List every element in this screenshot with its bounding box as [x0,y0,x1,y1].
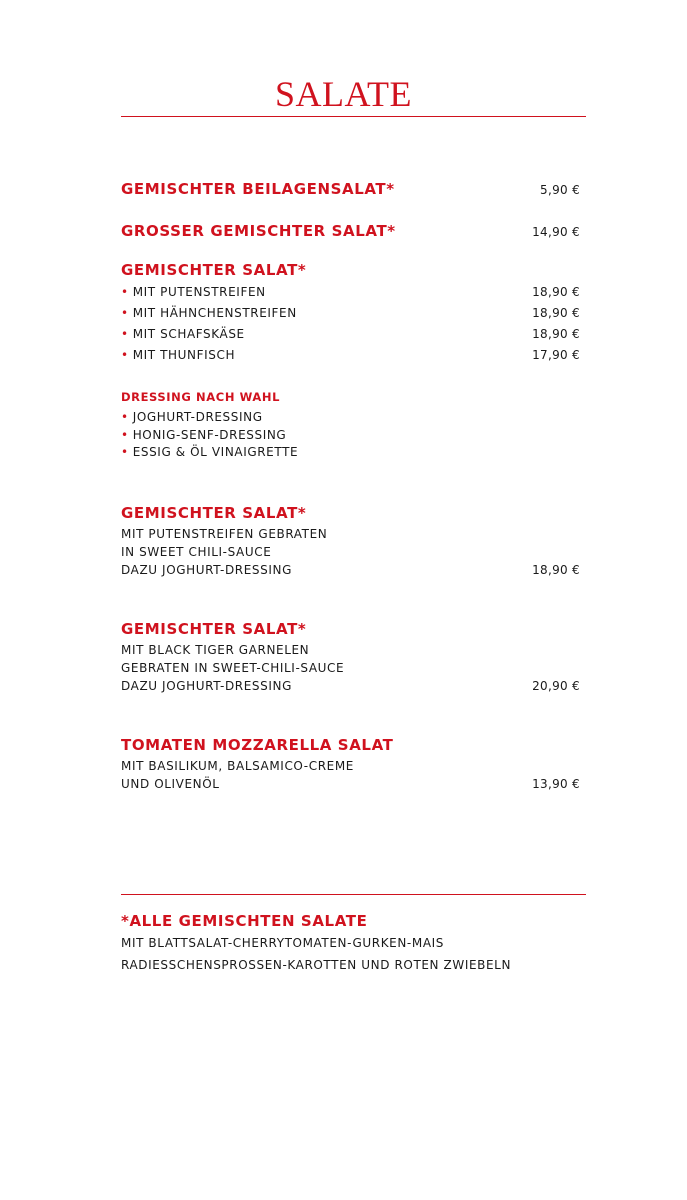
section-heading: GEMISCHTER SALAT* [121,504,307,522]
menu-item [121,221,580,241]
option-row [121,345,580,366]
dressing-option: • HONIG-SENF-DRESSING [121,427,287,442]
special-salad-2 [121,619,580,695]
bullet-icon: • [121,327,129,341]
description-line: UND OLIVENÖL [121,777,220,791]
option-row [121,324,580,345]
option-label: MIT SCHAFSKÄSE [132,327,245,341]
item-price: 13,90 € [532,777,580,791]
item-price: 5,90 € [540,183,580,197]
bullet-icon: • [121,445,129,459]
dressing-option: • ESSIG & ÖL VINAIGRETTE [121,445,299,459]
description-line: MIT BASILIKUM, BALSAMICO-CREME [121,759,354,773]
section-heading: TOMATEN MOZZARELLA SALAT [121,736,394,754]
item-name: GEMISCHTER BEILAGENSALAT* [121,180,395,198]
dressing-section [121,389,580,462]
footnote [121,911,591,976]
description-line: IN SWEET CHILI-SAUCE [121,545,272,559]
salad-options-section [121,260,580,366]
description-line: MIT BLACK TIGER GARNELEN [121,643,310,657]
option-price: 18,90 € [532,285,580,299]
footnote-line: RADIESSCHENSPROSSEN-KAROTTEN UND ROTEN ZWIEBELN [121,958,512,972]
option-label: MIT THUNFISCH [132,348,236,362]
dressing-option: • JOGHURT-DRESSING [121,410,263,424]
description-line: DAZU JOGHURT-DRESSING [121,679,292,693]
item-price: 18,90 € [532,563,580,577]
option-price: 17,90 € [532,348,580,362]
option-row [121,303,580,324]
special-salad-3 [121,735,580,793]
item-price: 20,90 € [532,679,580,693]
description-line: DAZU JOGHURT-DRESSING [121,563,292,577]
footnote-divider [121,894,586,895]
bullet-icon: • [121,306,129,320]
item-name: GROSSER GEMISCHTER SALAT* [121,222,396,240]
footnote-line: MIT BLATTSALAT-CHERRYTOMATEN-GURKEN-MAIS [121,936,444,950]
bullet-icon: • [121,427,129,442]
option-price: 18,90 € [532,306,580,320]
description-line: MIT PUTENSTREIFEN GEBRATEN [121,527,328,541]
bullet-icon: • [121,348,129,362]
section-heading: GEMISCHTER SALAT* [121,261,307,279]
option-price: 18,90 € [532,327,580,341]
special-salad-1 [121,503,580,579]
bullet-icon: • [121,410,129,424]
description-line: GEBRATEN IN SWEET-CHILI-SAUCE [121,661,345,675]
option-row [121,282,580,303]
section-heading: GEMISCHTER SALAT* [121,620,307,638]
dressing-heading: DRESSING NACH WAHL [121,390,281,404]
menu-item [121,179,580,199]
bullet-icon: • [121,285,129,299]
option-label: MIT HÄHNCHENSTREIFEN [132,306,297,320]
footnote-heading: *ALLE GEMISCHTEN SALATE [121,912,368,930]
item-price: 14,90 € [532,225,580,239]
title-divider [121,116,586,117]
page-title: SALATE [275,74,412,114]
option-label: MIT PUTENSTREIFEN [132,285,266,299]
